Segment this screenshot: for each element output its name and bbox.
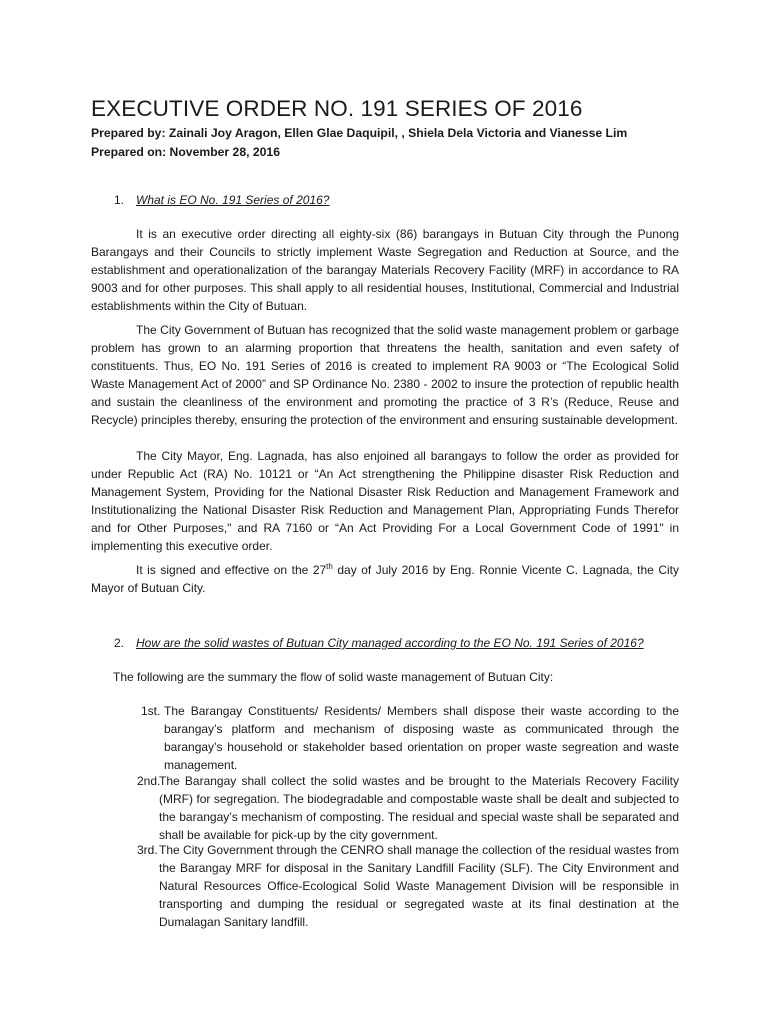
- prepared-by: Prepared by: Zainali Joy Aragon, Ellen Glae Daquipil, , Shiela Dela Victoria and Vianesse Lim: [91, 126, 628, 140]
- list-item-1-ordinal: 1st.: [141, 704, 161, 718]
- list-item-2: [137, 773, 679, 845]
- list-item-2-text: The Barangay shall collect the solid wastes and be brought to the Materials Recovery Facility (MRF) for segregation. The biodegradable and compostable waste shall be dealt and subjected to the barangay’s mechanism of composting. The residual and special waste shall be separated and shall be available for pick-up by the city government.: [159, 774, 679, 842]
- list-item-3-text: The City Government through the CENRO shall manage the collection of the residual wastes from the Barangay MRF for disposal in the Sanitary Landfill Facility (SLF). The City Environment and Natural Resources Office-Ecological Solid Waste Management Division will be responsible in transporting and dumping the residual or segregated waste at its final destination at the Dumalagan Sanitary landfill.: [159, 843, 679, 929]
- paragraph-4-before: It is signed and effective on the 27: [136, 563, 327, 577]
- section-1-paragraph-3: The City Mayor, Eng. Lagnada, has also enjoined all barangays to follow the order as provided for under Republic Act (RA) No. 10121 or “An Act strengthening the Philippine disaster Risk Reduction and Management System, Providing for the National Disaster Risk Reduction and Management Framework and Institutionalizing the National Disaster Risk Reduction and Management Plan, Appropriating Funds Therefor and for Other Purposes," and RA 7160 or “An Act Providing For a Local Government Code of 1991" in implementing this executive order.: [91, 449, 679, 553]
- section-1-paragraph-2: The City Government of Butuan has recognized that the solid waste management problem or garbage problem has grown to an alarming proportion that threatens the health, sanitation and even safety of constituents. Thus, EO No. 191 Series of 2016 is created to implement RA 9003 or “The Ecological Solid Waste Management Act of 2000” and SP Ordinance No. 2380 - 2002 to insure the protection of republic health and sustain the cleanliness of the environment and promoting the practice of 3 R’s (Reduce, Reuse and Recycle) principles thereby, ensuring the protection of the environment and ensuring sustainable development.: [91, 323, 679, 427]
- list-item-1-text: The Barangay Constituents/ Residents/ Members shall dispose their waste according to the barangay’s platform and mechanism of disposing waste as communicated through the barangay’s household or stakeholder based orientation on proper waste segreation and waste management.: [164, 704, 679, 772]
- section-1-paragraph-1: It is an executive order directing all eighty-six (86) barangays in Butuan City through the Punong Barangays and their Councils to strictly implement Waste Segregation and Reduction at Source, and the establishment and operationalization of the barangay Materials Recovery Facility (MRF) in accordance to RA 9003 and for other purposes. This shall apply to all residential houses, Institutional, Commercial and Industrial establishments within the City of Butuan.: [91, 227, 679, 313]
- section-2-number: 2.: [114, 636, 125, 650]
- list-item-2-ordinal: 2nd.: [137, 774, 161, 788]
- document-title: EXECUTIVE ORDER NO. 191 SERIES OF 2016: [91, 96, 583, 121]
- section-2-lead: The following are the summary the flow of solid waste management of Butuan City:: [113, 670, 554, 684]
- list-item-3: [137, 842, 679, 932]
- list-item-3-ordinal: 3rd.: [137, 843, 158, 857]
- prepared-on: Prepared on: November 28, 2016: [91, 145, 280, 159]
- paragraph-4-after: day of July 2016 by Eng. Ronnie Vicente C. Lagnada, the City Mayor of Butuan City.: [91, 563, 679, 595]
- section-1-question: [114, 193, 329, 207]
- section-1-number: 1.: [114, 193, 125, 207]
- section-2-question-text: How are the solid wastes of Butuan City managed according to the EO No. 191 Series of 2016?: [136, 636, 644, 650]
- section-1-paragraph-4: [91, 562, 679, 598]
- section-2-question: [114, 636, 644, 650]
- paragraph-4-superscript: th: [326, 562, 333, 571]
- section-1-question-text: What is EO No. 191 Series of 2016?: [136, 193, 330, 207]
- list-item-1: [141, 703, 679, 775]
